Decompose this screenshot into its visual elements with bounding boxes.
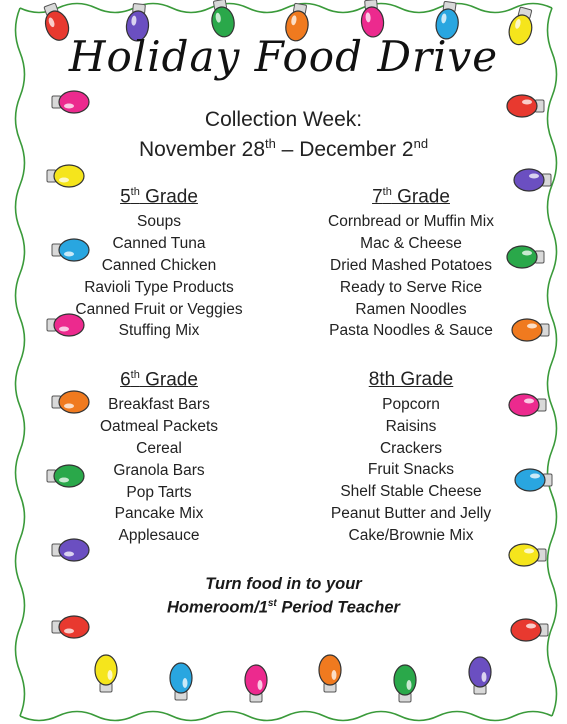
light-bulb-icon: [170, 663, 192, 700]
collection-week-label: Collection Week:: [204, 108, 363, 131]
food-item: Soups: [137, 213, 181, 231]
footer-line-2: [0, 598, 567, 618]
grade-7-column: [296, 186, 526, 342]
start-date: November 28: [138, 138, 265, 161]
bulb-shine: [527, 324, 537, 329]
food-item: Ready to Serve Rice: [339, 278, 483, 296]
light-bulb-icon: [319, 655, 341, 692]
grade-5-word: Grade: [139, 186, 198, 208]
food-item: Applesauce: [118, 527, 200, 545]
food-item: Raisins: [385, 417, 437, 435]
food-item: Canned Fruit or Veggies: [75, 300, 243, 318]
food-item: Ramen Noodles: [355, 300, 467, 318]
bulb-glass: [469, 657, 491, 687]
bulb-glass: [54, 165, 84, 187]
food-item: Canned Chicken: [101, 256, 217, 274]
page-title: Holiday Food Drive: [68, 32, 499, 81]
bulb-glass: [394, 665, 416, 695]
end-date-suffix: nd: [413, 136, 429, 151]
grade-6-suffix: th: [130, 369, 140, 381]
bulb-shine: [108, 670, 113, 680]
grade-5-heading: [44, 186, 274, 208]
bulb-glass: [95, 655, 117, 685]
food-item: Breakfast Bars: [108, 396, 210, 414]
bulb-shine: [526, 624, 536, 629]
food-item: Mac & Cheese: [360, 235, 462, 253]
grade-8-word: th Grade: [379, 369, 454, 390]
bulb-glass: [59, 616, 89, 638]
bulb-shine: [183, 678, 188, 688]
grade-7-suffix: th: [382, 186, 392, 198]
bulb-shine: [59, 178, 69, 183]
bulb-shine: [332, 670, 337, 680]
food-item: Ravioli Type Products: [84, 278, 234, 296]
food-item: Oatmeal Packets: [99, 418, 219, 436]
start-date-suffix: th: [265, 136, 276, 151]
grade-6-number: 6: [120, 369, 131, 391]
food-item: Cereal: [136, 439, 182, 457]
food-item: Shelf Stable Cheese: [340, 483, 482, 501]
grade-8-number: 8: [368, 369, 380, 390]
food-item: Cake/Brownie Mix: [348, 526, 474, 544]
food-item: Pasta Noodles & Sauce: [329, 322, 493, 340]
light-bulb-icon: [245, 665, 267, 702]
footer-ordinal: st: [267, 598, 277, 609]
food-item: Crackers: [379, 439, 442, 457]
date-dash: –: [275, 138, 300, 161]
light-bulb-icon: [511, 619, 548, 641]
grade-5-suffix: th: [130, 186, 140, 198]
collection-week-dates: [0, 136, 567, 162]
grade-5-column: [44, 186, 274, 342]
food-item: Granola Bars: [113, 461, 205, 479]
food-item: Dried Mashed Potatoes: [330, 256, 492, 274]
food-item: Fruit Snacks: [367, 461, 455, 479]
food-item: Pop Tarts: [126, 483, 192, 501]
grade-5-number: 5: [120, 186, 131, 208]
bulb-shine: [529, 174, 539, 179]
bulb-glass: [509, 544, 539, 566]
grade-8-items: [296, 394, 526, 547]
footer-line-1: Turn food in to your: [205, 575, 362, 593]
bulb-shine: [482, 672, 487, 682]
bulb-glass: [511, 619, 541, 641]
grade-7-number: 7: [372, 186, 383, 208]
grade-5-items: [44, 211, 274, 342]
food-item: Popcorn: [382, 396, 440, 413]
grade-6-items: [44, 394, 274, 547]
light-bulb-icon: [95, 655, 117, 692]
food-item: Peanut Butter and Jelly: [330, 504, 492, 522]
grade-8-heading: [296, 369, 526, 391]
grade-6-heading: [44, 369, 274, 391]
bulb-shine: [407, 680, 412, 690]
end-date: December 2: [299, 138, 414, 161]
food-item: Pancake Mix: [114, 505, 204, 523]
light-bulb-icon: [469, 657, 491, 694]
footer-homeroom: Homeroom/1: [167, 598, 268, 617]
wire-segment: [20, 4, 552, 13]
grade-6-word: Grade: [139, 369, 198, 391]
light-bulb-icon: [394, 665, 416, 702]
light-bulb-icon: [52, 616, 89, 638]
bulb-shine: [522, 100, 532, 105]
bulb-glass: [245, 665, 267, 695]
grade-7-items: [296, 211, 526, 342]
food-item: Stuffing Mix: [118, 322, 200, 340]
food-item: Cornbread or Muffin Mix: [328, 213, 494, 231]
wire-segment: [20, 712, 552, 721]
light-bulbs: [39, 0, 552, 702]
bulb-shine: [524, 549, 534, 554]
grade-6-column: [44, 369, 274, 547]
bulb-glass: [170, 663, 192, 693]
grade-7-heading: [296, 186, 526, 208]
footer-period-teacher: Period Teacher: [276, 598, 400, 617]
bulb-glass: [319, 655, 341, 685]
light-bulb-icon: [47, 165, 84, 187]
bulb-shine: [64, 552, 74, 557]
grade-8-column: [296, 369, 526, 547]
bulb-shine: [64, 629, 74, 634]
bulb-shine: [530, 474, 540, 479]
bulb-shine: [258, 680, 263, 690]
food-item: Canned Tuna: [112, 235, 206, 253]
light-bulb-icon: [509, 544, 546, 566]
grade-7-word: Grade: [391, 186, 450, 208]
